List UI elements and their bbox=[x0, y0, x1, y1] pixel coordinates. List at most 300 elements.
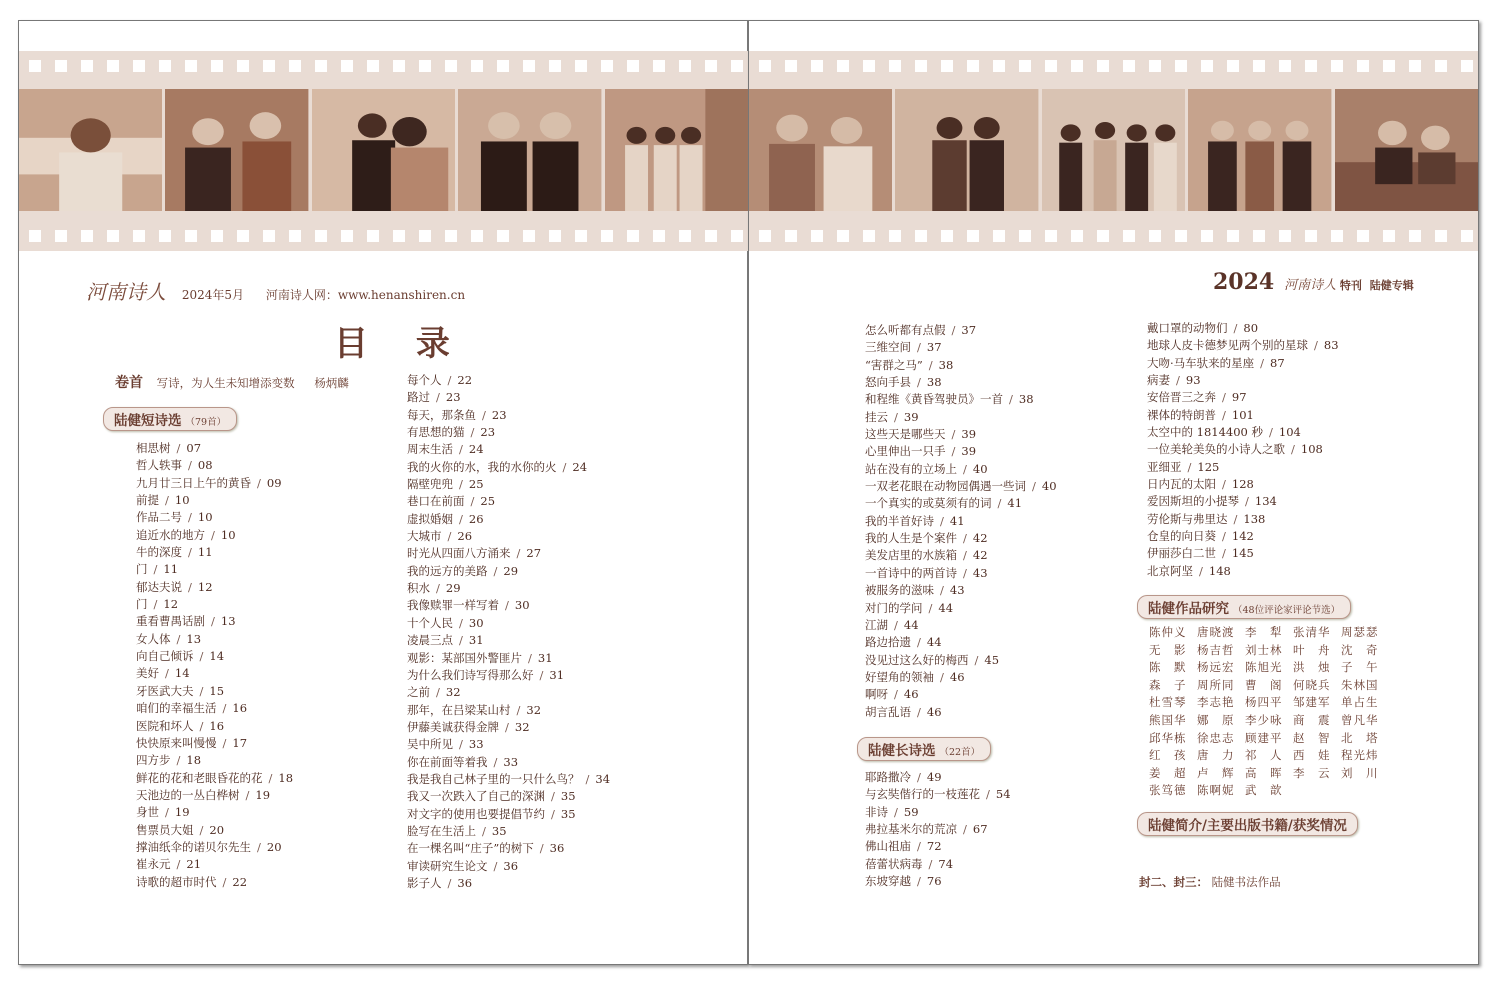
entry-page: 32 bbox=[514, 719, 530, 734]
separator: / bbox=[257, 475, 261, 490]
entry-page: 38 bbox=[926, 375, 942, 390]
entry-page: 11 bbox=[197, 545, 213, 560]
critic-name: 西 娃 bbox=[1293, 748, 1331, 763]
separator: / bbox=[963, 461, 967, 476]
entry-page: 42 bbox=[972, 548, 988, 563]
toc-entry bbox=[136, 509, 293, 526]
toc-entry bbox=[865, 461, 1057, 478]
entry-page: 22 bbox=[232, 874, 248, 889]
separator: / bbox=[188, 458, 192, 473]
separator: / bbox=[539, 841, 544, 856]
critic-name: 洪 烛 bbox=[1293, 660, 1331, 675]
toc-entry bbox=[407, 858, 610, 875]
separator: / bbox=[1222, 529, 1226, 544]
entry-page: 41 bbox=[1007, 496, 1023, 511]
separator: / bbox=[1222, 390, 1226, 405]
section-count: （79首） bbox=[185, 417, 227, 428]
toc-entry bbox=[407, 528, 610, 545]
special-issue: 特刊 bbox=[1339, 279, 1362, 292]
entry-title: 仓皇的向日葵 bbox=[1147, 529, 1216, 544]
toc-entry bbox=[136, 822, 293, 839]
separator: / bbox=[1222, 477, 1226, 492]
toc-entry bbox=[1147, 493, 1339, 510]
entry-title: 美好 bbox=[136, 666, 159, 681]
toc-entry bbox=[407, 754, 610, 771]
entry-page: 13 bbox=[220, 614, 236, 629]
toc-entry bbox=[1147, 320, 1339, 337]
critic-name: 李少咏 bbox=[1245, 712, 1283, 727]
entry-title: 裸体的特朗普 bbox=[1147, 407, 1216, 422]
entry-title: 门 bbox=[136, 597, 148, 612]
toc-entry bbox=[1147, 441, 1339, 458]
critic-name: 曾凡华 bbox=[1341, 712, 1379, 727]
toc-entry bbox=[136, 631, 293, 648]
separator: / bbox=[917, 839, 921, 854]
toc-entry bbox=[1147, 372, 1339, 389]
covers-text: 陆健书法作品 bbox=[1211, 875, 1281, 889]
entry-page: 21 bbox=[186, 857, 202, 872]
toc-entry bbox=[1147, 424, 1339, 441]
separator: / bbox=[1176, 373, 1180, 388]
entry-page: 19 bbox=[174, 805, 190, 820]
toc-entry bbox=[407, 684, 610, 701]
entry-title: 一个真实的或莫须有的词 bbox=[865, 496, 992, 511]
entry-page: 37 bbox=[926, 340, 942, 355]
critic-name: 刘士林 bbox=[1245, 642, 1283, 657]
film-perforations bbox=[749, 230, 1478, 242]
separator: / bbox=[459, 737, 463, 752]
running-header-right bbox=[1213, 269, 1414, 295]
entry-title: 一双老花眼在动物园偶遇一些词 bbox=[865, 479, 1026, 494]
toc-entry bbox=[136, 544, 293, 561]
magazine-logo: 河南诗人 bbox=[86, 280, 166, 304]
entry-page: 108 bbox=[1300, 442, 1323, 457]
critic-name: 卢 辉 bbox=[1197, 765, 1235, 780]
separator: / bbox=[951, 427, 956, 442]
toc-entry bbox=[136, 596, 293, 613]
section-label: 陆健作品研究 bbox=[1148, 601, 1229, 617]
toc-entry bbox=[1147, 511, 1339, 528]
entry-title: 我的半首好诗 bbox=[865, 513, 934, 528]
separator: / bbox=[516, 702, 521, 717]
entry-title: 东坡穿越 bbox=[865, 874, 911, 889]
section-long-poems bbox=[857, 737, 991, 761]
critic-name: 陈啊妮 bbox=[1197, 783, 1235, 798]
entry-page: 23 bbox=[491, 407, 507, 422]
entry-page: 59 bbox=[903, 804, 919, 819]
entry-page: 31 bbox=[549, 667, 565, 682]
critic-name: 杨远宏 bbox=[1197, 660, 1235, 675]
entry-page: 142 bbox=[1231, 529, 1254, 544]
separator: / bbox=[222, 701, 227, 716]
critic-name: 叶 舟 bbox=[1293, 642, 1331, 657]
entry-page: 31 bbox=[537, 650, 553, 665]
toc-column-3b bbox=[865, 769, 1011, 890]
toc-entry bbox=[136, 457, 293, 474]
photo bbox=[312, 89, 455, 211]
toc-entry bbox=[1147, 476, 1339, 493]
section-label: 陆健简介/主要出版书籍/获奖情况 bbox=[1148, 818, 1347, 834]
toc-entry bbox=[865, 669, 1057, 686]
entry-title: 凌晨三点 bbox=[407, 633, 453, 648]
entry-page: 41 bbox=[949, 513, 965, 528]
running-header-left bbox=[86, 276, 465, 305]
toc-column-2 bbox=[407, 372, 610, 892]
toc-entry bbox=[136, 874, 293, 891]
separator: / bbox=[917, 340, 921, 355]
separator: / bbox=[199, 683, 204, 698]
film-perforations bbox=[19, 230, 748, 242]
entry-title: 地球人皮卡德梦见两个别的星球 bbox=[1147, 338, 1308, 353]
photo bbox=[605, 89, 748, 211]
toc-entry bbox=[407, 736, 610, 753]
separator: / bbox=[1260, 355, 1265, 370]
entry-page: 26 bbox=[457, 529, 473, 544]
entry-title: 亚细亚 bbox=[1147, 459, 1182, 474]
toc-entry bbox=[407, 702, 610, 719]
entry-page: 22 bbox=[457, 373, 473, 387]
entry-page: 35 bbox=[560, 806, 576, 821]
separator: / bbox=[1187, 459, 1192, 474]
toc-entry bbox=[407, 650, 610, 667]
photo-filmstrip-right bbox=[749, 51, 1478, 251]
entry-title: 我又一次跌入了自己的深渊 bbox=[407, 789, 545, 804]
entry-title: 我的人生是个案件 bbox=[865, 531, 957, 546]
toc-entry bbox=[136, 527, 293, 544]
entry-page: 40 bbox=[972, 461, 988, 476]
entry-page: 36 bbox=[503, 858, 519, 873]
left-page bbox=[18, 20, 748, 965]
separator: / bbox=[176, 857, 181, 872]
entry-title: 爱因斯坦的小提琴 bbox=[1147, 494, 1239, 509]
critic-name: 娜 原 bbox=[1197, 712, 1235, 727]
section-bio bbox=[1137, 812, 1358, 836]
critic-name: 森 子 bbox=[1149, 677, 1187, 692]
separator: / bbox=[493, 563, 498, 578]
separator: / bbox=[951, 323, 956, 337]
section-count: （48位评论家评论节选） bbox=[1233, 605, 1341, 616]
preface-text: 写诗，为人生未知增添变数 bbox=[156, 376, 295, 390]
separator: / bbox=[1222, 407, 1226, 422]
entry-title: 诗歌的超市时代 bbox=[136, 874, 217, 889]
separator: / bbox=[1291, 442, 1295, 457]
critic-name: 张清华 bbox=[1293, 625, 1331, 639]
entry-page: 14 bbox=[174, 666, 190, 681]
entry-page: 32 bbox=[445, 685, 461, 700]
entry-title: 病妻 bbox=[1147, 373, 1170, 388]
separator: / bbox=[436, 390, 440, 405]
photo-filmstrip-left bbox=[19, 51, 748, 251]
entry-page: 38 bbox=[938, 357, 954, 372]
toc-entry bbox=[136, 839, 293, 856]
separator: / bbox=[917, 635, 921, 650]
toc-entry bbox=[865, 686, 1057, 703]
preface-label: 卷首 bbox=[115, 375, 143, 391]
separator: / bbox=[245, 787, 250, 802]
separator: / bbox=[211, 527, 215, 542]
toc-entry bbox=[407, 667, 610, 684]
toc-entry bbox=[136, 856, 293, 873]
entry-page: 39 bbox=[903, 409, 919, 424]
entry-title: 一位美轮美奂的小诗人之歌 bbox=[1147, 442, 1285, 457]
website: 河南诗人网：www.henanshiren.cn bbox=[265, 288, 466, 302]
toc-entry bbox=[865, 530, 1057, 547]
entry-title: 九月廿三日上午的黄昏 bbox=[136, 475, 251, 490]
toc-entry bbox=[136, 683, 293, 700]
separator: / bbox=[493, 754, 498, 769]
entry-page: 11 bbox=[163, 562, 179, 577]
separator: / bbox=[894, 687, 898, 702]
toc-entry bbox=[407, 372, 610, 389]
toc-entry bbox=[1147, 563, 1339, 580]
entry-title: 之前 bbox=[407, 685, 430, 700]
entry-page: 46 bbox=[949, 669, 965, 684]
entry-page: 42 bbox=[972, 531, 988, 546]
separator: / bbox=[165, 666, 169, 681]
entry-title: 追近水的地方 bbox=[136, 527, 205, 542]
separator: / bbox=[176, 753, 181, 768]
separator: / bbox=[997, 496, 1002, 511]
entry-title: 怒向手县 bbox=[865, 375, 911, 390]
entry-page: 29 bbox=[445, 581, 461, 596]
separator: / bbox=[493, 858, 498, 873]
photo bbox=[165, 89, 308, 211]
entry-page: 34 bbox=[595, 771, 611, 786]
section-criticism bbox=[1137, 595, 1351, 619]
entry-page: 37 bbox=[961, 323, 977, 337]
separator: / bbox=[188, 579, 192, 594]
toc-entry bbox=[1147, 545, 1339, 562]
entry-title: 这些天是哪些天 bbox=[865, 427, 946, 442]
entry-page: 44 bbox=[938, 600, 954, 615]
toc-entry bbox=[407, 840, 610, 857]
separator: / bbox=[894, 804, 898, 819]
entry-title: 咱们的幸福生活 bbox=[136, 701, 217, 716]
entry-page: 125 bbox=[1197, 459, 1220, 474]
separator: / bbox=[1314, 338, 1318, 353]
critic-name: 赵 智 bbox=[1293, 730, 1331, 745]
toc-entry bbox=[865, 804, 1011, 821]
entry-page: 30 bbox=[468, 615, 484, 630]
entry-page: 46 bbox=[926, 704, 942, 719]
magazine-logo: 河南诗人 bbox=[1284, 278, 1337, 293]
separator: / bbox=[459, 615, 463, 630]
entry-page: 33 bbox=[503, 754, 519, 769]
right-page bbox=[748, 20, 1479, 965]
entry-page: 25 bbox=[480, 494, 496, 509]
toc-entry bbox=[407, 597, 610, 614]
critic-name: 徐忠志 bbox=[1197, 730, 1235, 745]
entry-title: 挂云 bbox=[865, 409, 888, 424]
critic-name: 杨四平 bbox=[1245, 695, 1283, 710]
separator: / bbox=[917, 704, 921, 719]
entry-title: 作品二号 bbox=[136, 510, 182, 525]
entry-title: 重看曹禺话剧 bbox=[136, 614, 205, 629]
entry-title: 天池边的一丛白桦树 bbox=[136, 787, 240, 802]
entry-title: 大城市 bbox=[407, 529, 442, 544]
separator: / bbox=[459, 477, 463, 492]
toc-entry bbox=[865, 513, 1057, 530]
critic-name: 杜雪琴 bbox=[1149, 695, 1187, 710]
separator: / bbox=[153, 597, 158, 612]
entry-title: 三维空间 bbox=[865, 340, 911, 355]
critic-name: 武 歆 bbox=[1245, 783, 1283, 798]
entry-title: 耶路撒冷 bbox=[865, 770, 911, 784]
entry-title: 路边拾遗 bbox=[865, 635, 911, 650]
toc-entry bbox=[136, 492, 293, 509]
separator: / bbox=[153, 562, 158, 577]
entry-page: 39 bbox=[961, 427, 977, 442]
toc-entry bbox=[407, 806, 610, 823]
separator: / bbox=[940, 513, 944, 528]
entry-page: 87 bbox=[1270, 355, 1285, 370]
toc-entry bbox=[136, 475, 293, 492]
separator: / bbox=[1245, 494, 1249, 509]
entry-title: 十个人民 bbox=[407, 615, 453, 630]
entry-page: 24 bbox=[468, 442, 484, 457]
separator: / bbox=[447, 875, 452, 890]
entry-page: 20 bbox=[209, 822, 225, 837]
toc-entry bbox=[865, 704, 1057, 721]
separator: / bbox=[257, 839, 261, 854]
critic-name: 陈 默 bbox=[1149, 660, 1187, 675]
critic-name: 祁 人 bbox=[1245, 748, 1283, 763]
entry-title: 为什么我们诗写得那么好 bbox=[407, 667, 534, 682]
entry-title: 虚拟婚姻 bbox=[407, 511, 453, 526]
toc-column-3 bbox=[865, 322, 1057, 721]
entry-title: 戴口罩的动物们 bbox=[1147, 321, 1228, 335]
entry-page: 93 bbox=[1185, 373, 1201, 388]
toc-entry bbox=[407, 771, 610, 788]
toc-column-1 bbox=[136, 440, 293, 891]
toc-entry bbox=[136, 440, 293, 457]
separator: / bbox=[470, 425, 475, 440]
entry-title: 与玄奘偕行的一枝莲花 bbox=[865, 787, 980, 802]
toc-entry bbox=[407, 476, 610, 493]
toc-entry bbox=[1147, 389, 1339, 406]
entry-title: 对文字的使用也要提倡节约 bbox=[407, 806, 545, 821]
critic-name: 子 午 bbox=[1341, 660, 1379, 675]
toc-entry bbox=[865, 565, 1057, 582]
toc-entry bbox=[865, 786, 1011, 803]
year: 2024 bbox=[1213, 269, 1275, 295]
entry-title: 观影：某部国外警匪片 bbox=[407, 650, 522, 665]
entry-title: 被服务的滋味 bbox=[865, 583, 934, 598]
separator: / bbox=[459, 442, 463, 457]
separator: / bbox=[1199, 563, 1203, 578]
separator: / bbox=[516, 546, 521, 561]
toc-entry bbox=[865, 409, 1057, 426]
entry-title: 身世 bbox=[136, 805, 159, 820]
separator: / bbox=[963, 565, 967, 580]
toc-entry bbox=[865, 339, 1057, 356]
separator: / bbox=[436, 581, 440, 596]
entry-title: 哲人轶事 bbox=[136, 458, 182, 473]
entry-page: 30 bbox=[514, 598, 530, 613]
toc-entry bbox=[865, 495, 1057, 512]
critic-name: 北 塔 bbox=[1341, 730, 1379, 745]
entry-page: 19 bbox=[255, 787, 271, 802]
entry-title: 门 bbox=[136, 562, 148, 577]
separator: / bbox=[165, 493, 169, 508]
photo bbox=[458, 89, 601, 211]
separator: / bbox=[894, 617, 898, 632]
feature-name: 陆健专辑 bbox=[1369, 279, 1414, 292]
separator: / bbox=[470, 494, 475, 509]
entry-page: 07 bbox=[186, 441, 202, 455]
entry-title: 大吻·马车驮来的星座 bbox=[1147, 355, 1255, 370]
entry-title: 崔永元 bbox=[136, 857, 171, 872]
separator: / bbox=[928, 357, 933, 372]
entry-page: 16 bbox=[232, 701, 248, 716]
toc-entry bbox=[1147, 355, 1339, 372]
critic-name: 单占生 bbox=[1341, 695, 1379, 710]
entry-page: 26 bbox=[468, 511, 484, 526]
toc-entry bbox=[136, 718, 293, 735]
entry-title: 四方步 bbox=[136, 753, 171, 768]
entry-title: 牛的深度 bbox=[136, 545, 182, 560]
entry-title: 隔壁兜兜 bbox=[407, 477, 453, 492]
section-label: 陆健长诗选 bbox=[868, 743, 936, 759]
entry-page: 97 bbox=[1231, 390, 1247, 405]
toc-entry bbox=[865, 838, 1011, 855]
entry-title: 每天，那条鱼 bbox=[407, 407, 476, 422]
entry-page: 104 bbox=[1278, 425, 1301, 440]
entry-title: 太空中的 1814400 秒 bbox=[1147, 425, 1264, 440]
entry-page: 43 bbox=[949, 583, 965, 598]
toc-entry bbox=[136, 613, 293, 630]
separator: / bbox=[928, 600, 933, 615]
separator: / bbox=[1222, 546, 1226, 561]
entry-title: 我的远方的美路 bbox=[407, 563, 488, 578]
separator: / bbox=[917, 375, 921, 390]
entry-page: 10 bbox=[220, 527, 236, 542]
toc-entry bbox=[865, 322, 1057, 339]
separator: / bbox=[940, 669, 944, 684]
separator: / bbox=[459, 511, 463, 526]
entry-title: 那年，在吕梁某山村 bbox=[407, 702, 511, 717]
separator: / bbox=[951, 444, 956, 459]
entry-title: 每个人 bbox=[407, 373, 442, 387]
entry-page: 83 bbox=[1323, 338, 1339, 353]
toc-entry bbox=[1147, 337, 1339, 354]
entry-title: 啊呀 bbox=[865, 687, 888, 702]
separator: / bbox=[1233, 321, 1238, 335]
separator: / bbox=[176, 441, 181, 455]
critic-name: 唐 力 bbox=[1197, 748, 1235, 763]
entry-title: 胡言乱语 bbox=[865, 704, 911, 719]
entry-title: 和程维《黄昏驾驶员》一首 bbox=[865, 392, 1003, 407]
toc-entry bbox=[1147, 407, 1339, 424]
toc-entry bbox=[407, 407, 610, 424]
entry-page: 39 bbox=[961, 444, 977, 459]
separator: / bbox=[459, 633, 463, 648]
photo bbox=[749, 89, 892, 211]
toc-entry bbox=[407, 389, 610, 406]
entry-title: 牙医武大夫 bbox=[136, 683, 194, 698]
separator: / bbox=[165, 805, 169, 820]
entry-title: 伊藤美诚获得金牌 bbox=[407, 719, 499, 734]
entry-page: 36 bbox=[457, 875, 473, 890]
covers-label: 封二、封三： bbox=[1139, 875, 1208, 889]
entry-page: 08 bbox=[197, 458, 213, 473]
entry-page: 76 bbox=[926, 874, 942, 889]
separator: / bbox=[528, 650, 532, 665]
photo bbox=[19, 89, 162, 211]
separator: / bbox=[176, 631, 181, 646]
entry-title: 没见过这么好的梅西 bbox=[865, 652, 969, 667]
entry-title: 时光从四面八方涌来 bbox=[407, 546, 511, 561]
